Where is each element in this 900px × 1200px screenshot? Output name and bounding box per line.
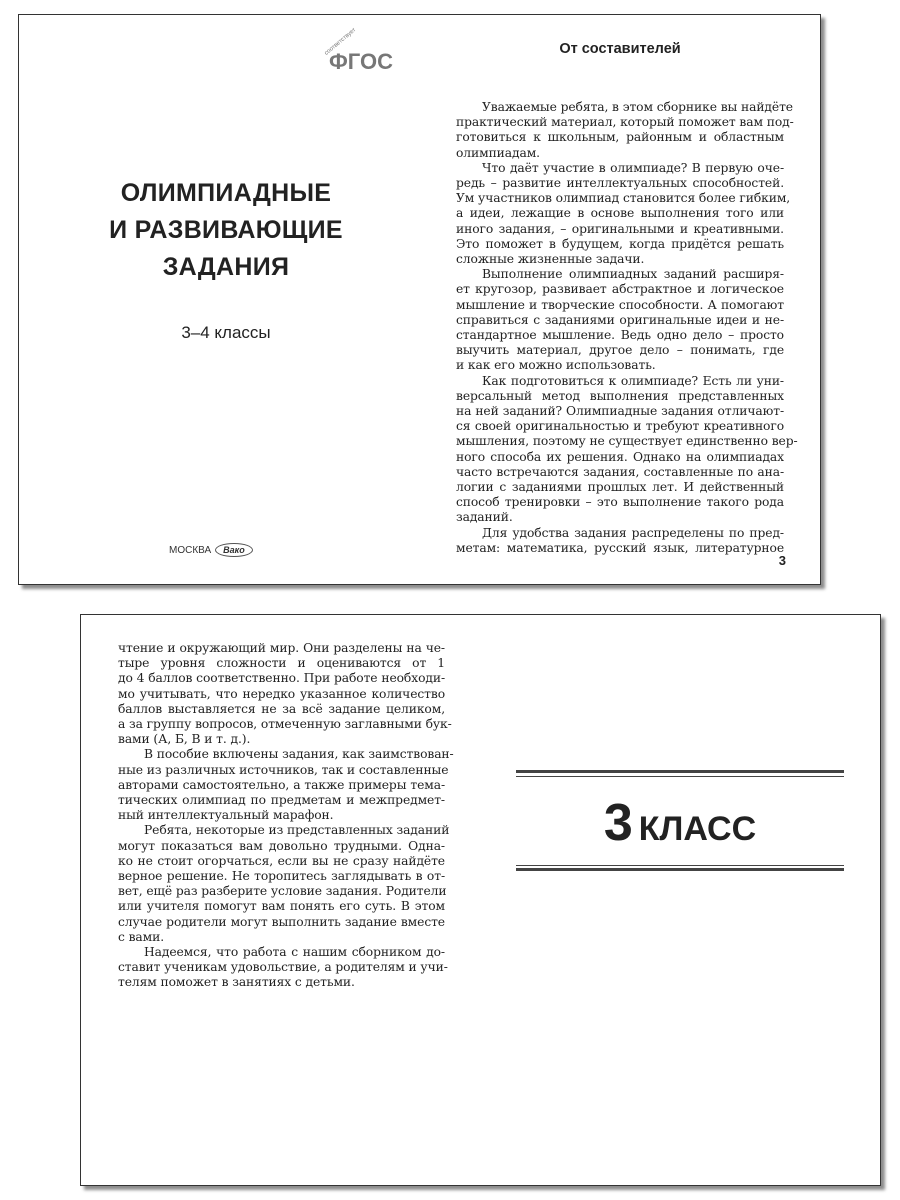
text-line: ставит ученикам удовольствие, а родителям и учи- [118,960,448,975]
text-line: практический материал, который поможет вам под- [456,115,794,130]
title-line: И РАЗВИВАЮЩИЕ [109,216,343,244]
text-line: случае родители могут выполнить задание вместе [118,914,445,929]
text-line: иного задания, – оригинальными и креативными. [456,221,784,236]
text-line: ный интеллектуальный марафон. [118,808,334,823]
paragraph [456,373,798,526]
fgos-logo-arc: соответствует [323,27,358,57]
text-line: Уважаемые ребята, в этом сборнике вы найдёте [482,100,793,114]
book-page-left-spread [18,14,821,585]
text-line: на ней заданий? Олимпиадные задания отличают- [456,404,784,419]
text-line: тыре уровня сложности и оцениваются от 1 [118,656,445,671]
section-number: 3 [603,794,633,852]
paragraph [118,945,448,991]
paragraph [456,267,784,373]
preface-text [456,100,798,556]
book-title [19,175,433,286]
text-line: и как его можно использовать. [456,358,656,373]
paragraph [118,747,454,823]
text-line: вет, ещё раз разберите условие задания. Родители [118,884,447,899]
section-divider-bottom [516,865,844,866]
text-line: метам: математика, русский язык, литературное [456,540,784,555]
text-line: или учителя помогут вам понять его суть. В этом [118,899,445,914]
text-line: ные из различных источников, так и составленные [118,762,449,777]
text-line: версальный метод выполнения представленных [456,388,784,403]
text-line: В пособие включены задания, как заимствован- [144,747,454,762]
text-line: логии с заданиями прошлых лет. И действенный [456,480,784,495]
paragraph [118,823,450,945]
section-divider-top [516,770,844,773]
text-line: тических олимпиад по предметам и межпредмет- [118,793,445,808]
text-line: ного способа их решения. Однако на олимпиадах [456,449,784,464]
paragraph [118,641,452,747]
text-line: Ребята, некоторые из представленных заданий [144,823,450,838]
fgos-logo [323,27,393,75]
text-line: Выполнение олимпиадных заданий расширя- [482,267,784,282]
text-line: Это поможет в будущем, когда придётся решать [456,236,784,251]
paragraph [456,526,784,556]
book-page-right-spread [80,614,881,1186]
text-line: а идеи, лежащие в основе выполнения того или [456,206,784,221]
text-line: телям поможет в занятиях с детьми. [118,975,355,990]
paragraph [456,160,791,267]
text-line: с вами. [118,929,165,944]
text-line: Надеемся, что работа с нашим сборником до- [144,945,445,960]
text-line: справиться с заданиями оригинальные идеи и не- [456,312,784,327]
text-line: Как подготовиться к олимпиаде? Есть ли уни- [482,373,784,388]
text-line: стандартное мышление. Ведь одно дело – просто [456,328,784,343]
text-line: Для удобства задания распределены по пред- [482,525,784,540]
text-line: баллов выставляется не за всё задание целиком, [118,701,445,716]
text-line: заданий. [456,510,513,525]
text-line: способ тренировки – это выполнение такого рода [456,495,784,510]
text-line: мышления, поэтому не существует единственно вер- [456,434,798,449]
text-line: а за группу вопросов, отмеченную заглавными бук- [118,717,452,732]
text-line: готовиться к школьным, районным и областным [456,130,784,145]
publisher-line [169,543,253,557]
section-title [516,793,844,853]
text-line: сложные жизненные задачи. [456,252,645,267]
page-number: 3 [778,553,786,568]
text-line: верное решение. Не торопитесь заглядывать в от- [118,869,445,884]
text-line: вами (А, Б, В и т. д.). [118,732,251,747]
text-line: могут показаться вам довольно трудными. Одна- [118,838,445,853]
paragraph [456,100,794,161]
title-line: ЗАДАНИЯ [162,253,290,281]
text-line: ся своей оригинальностью и требуют креативного [456,419,784,434]
text-line: мышление и творческие способности. А помогают [456,297,784,312]
text-line: авторами самостоятельно, а также примеры тема- [118,777,445,792]
text-line: выучить материал, другое дело – понимать, где [456,343,784,358]
preface-text-continued [118,641,454,991]
fgos-logo-text: ФГОС [329,49,393,74]
title-line: ОЛИМПИАДНЫЕ [120,179,332,207]
text-line: до 4 баллов соответственно. При работе необходи- [118,671,445,686]
text-line: редь – развитие интеллектуальных способностей. [456,176,784,191]
text-line: часто встречаются задания, составленные по ана- [456,464,784,479]
publisher-logo: Вако [215,543,253,557]
text-line: чтение и окружающий мир. Они разделены на че- [118,641,445,655]
text-line: мо учитывать, что нередко указанное количество [118,686,445,701]
grade-range: 3–4 классы [181,323,271,342]
text-line: Ум участников олимпиад становится более гибким, [456,191,791,206]
text-line: ко не стоит огорчаться, если вы не сразу найдёте [118,853,445,868]
text-line: Что даёт участие в олимпиаде? В первую оче- [482,160,784,175]
text-line: олимпиадам. [456,145,540,160]
publisher-city: МОСКВА [169,544,212,556]
section-heading: От составителей [559,41,681,57]
section-word: КЛАСС [638,810,757,848]
text-line: ет кругозор, развивает абстрактное и логическое [456,282,784,297]
